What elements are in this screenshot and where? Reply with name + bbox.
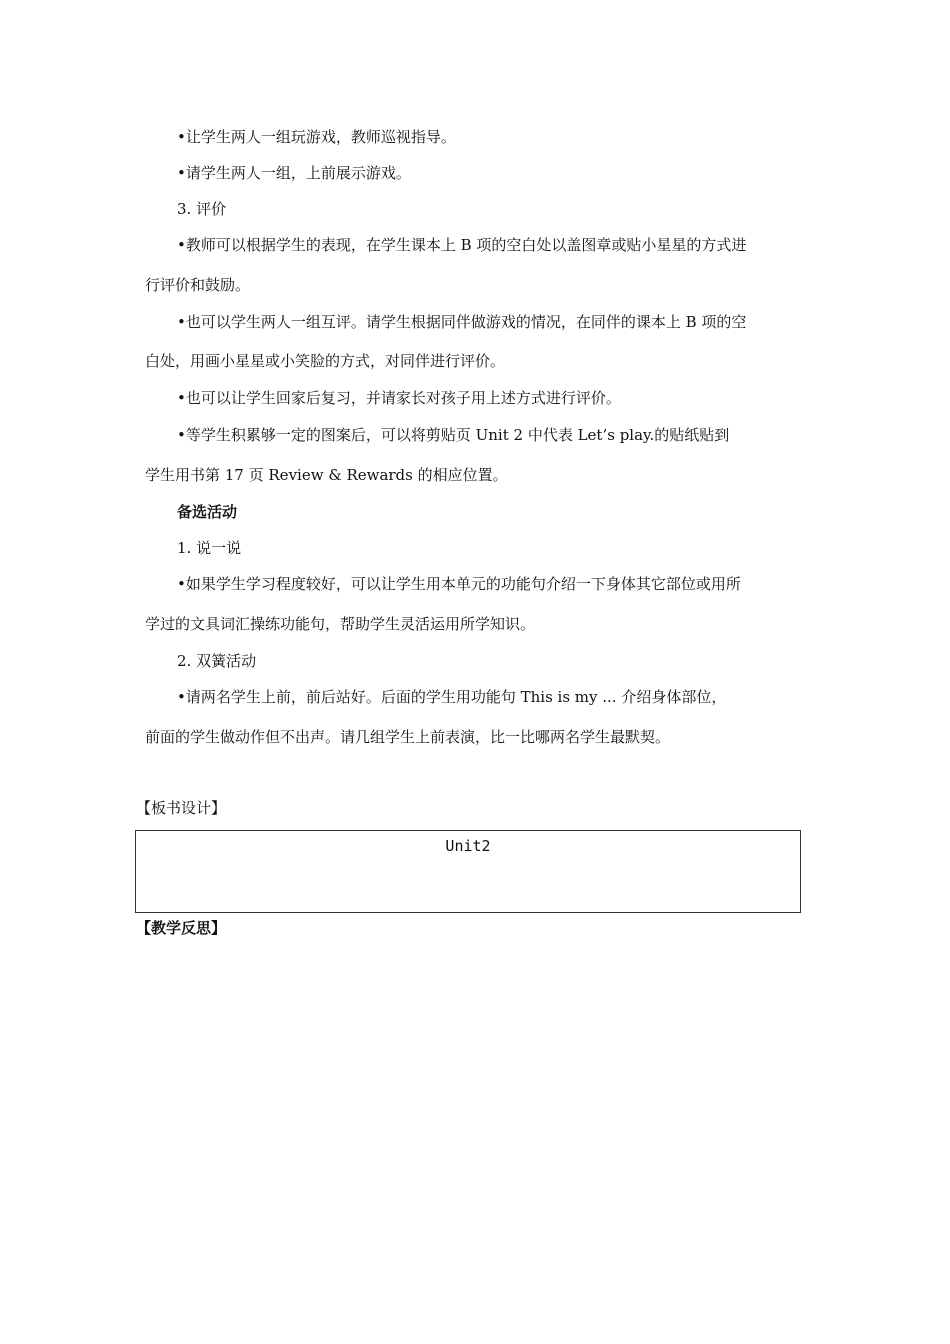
section-heading: 备选活动 <box>177 503 238 521</box>
reflection-heading: 【教学反思】 <box>136 919 227 937</box>
paragraph-line: •请学生两人一组，上前展示游戏。 <box>177 164 411 182</box>
paragraph-line: •如果学生学习程度较好，可以让学生用本单元的功能句介绍一下身体其它部位或用所 <box>177 575 741 593</box>
board-design-box <box>135 830 801 913</box>
paragraph-line: 白处，用画小星星或小笑脸的方式，对同伴进行评价。 <box>145 352 506 370</box>
paragraph-line: 前面的学生做动作但不出声。请几组学生上前表演，比一比哪两名学生最默契。 <box>145 728 671 746</box>
board-design-heading: 【板书设计】 <box>136 799 227 817</box>
paragraph-line: •让学生两人一组玩游戏，教师巡视指导。 <box>177 128 456 146</box>
paragraph-line: •等学生积累够一定的图案后，可以将剪贴页 Unit 2 中代表 Let’s play.的贴纸贴到 <box>177 426 730 444</box>
paragraph-line: 行评价和鼓励。 <box>145 276 251 294</box>
paragraph-line: •也可以让学生回家后复习，并请家长对孩子用上述方式进行评价。 <box>177 389 621 407</box>
board-title: Unit2 <box>445 837 491 855</box>
section-heading: 3. 评价 <box>177 200 227 218</box>
paragraph-line: 学过的文具词汇操练功能句，帮助学生灵活运用所学知识。 <box>145 615 536 633</box>
paragraph-line: •请两名学生上前，前后站好。后面的学生用功能句 This is my ... 介绍身体部位， <box>177 688 727 706</box>
section-heading: 2. 双簧活动 <box>177 652 257 670</box>
paragraph-line: 学生用书第 17 页 Review & Rewards 的相应位置。 <box>145 466 508 484</box>
paragraph-line: •也可以学生两人一组互评。请学生根据同伴做游戏的情况，在同伴的课本上 B 项的空 <box>177 313 747 331</box>
section-heading: 1. 说一说 <box>177 539 242 557</box>
paragraph-line: •教师可以根据学生的表现，在学生课本上 B 项的空白处以盖图章或贴小星星的方式进 <box>177 236 747 254</box>
